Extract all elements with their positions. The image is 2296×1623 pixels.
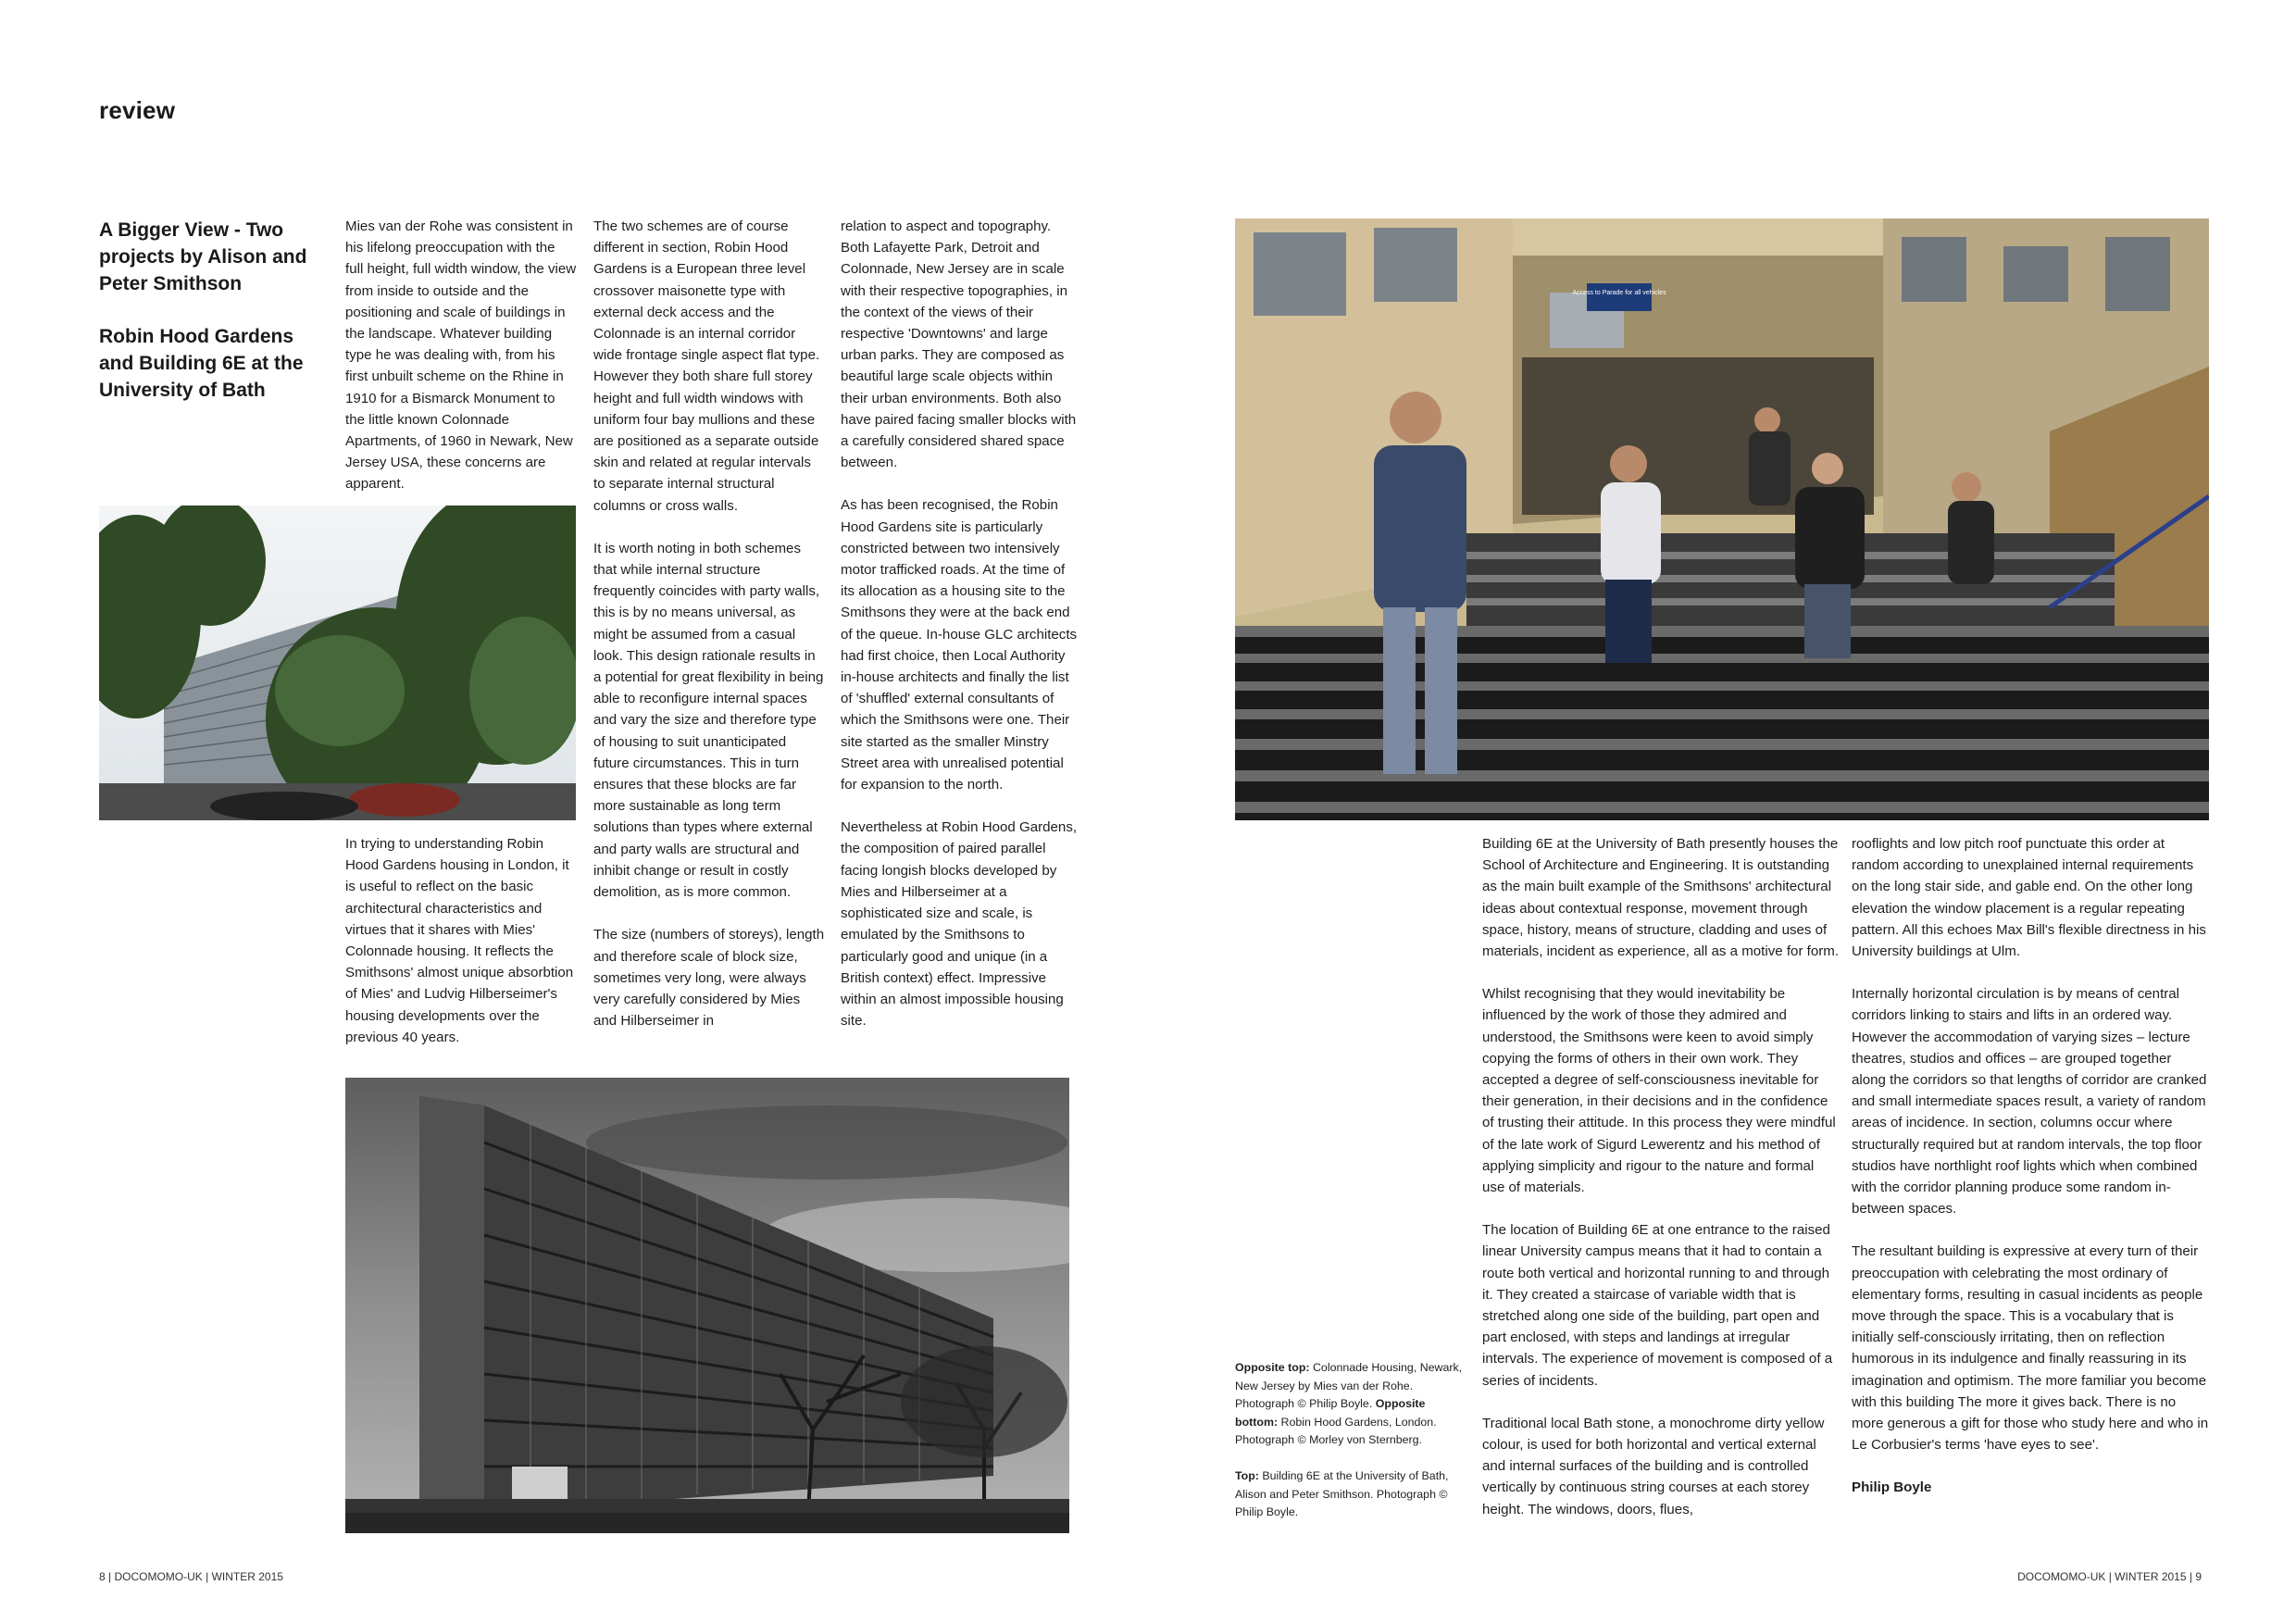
caption-opposite bbox=[1235, 1359, 1466, 1450]
paragraph: relation to aspect and topography. Both Lafayette Park, Detroit and Colonnade, New Jersey are in scale with their respective topographies, in the context of the views of their respective 'Downtowns' and large urban parks. They are composed as beautiful large scale objects within their urban environments. Both also have paired facing smaller blocks with a carefully considered shared space between. bbox=[841, 218, 1077, 471]
paragraph: The resultant building is expressive at every turn of their preoccupation with celebrating the most ordinary of elementary forms, resulting in casual incidents as people move through the space. This is a vocabulary that is initially self-consciously irritating, then on reflection humorous in its indulgence and finally reassuring in its imagination and optimism. The more familiar you become with this building The more it gives back. There is no more generous a gift for those who study here and who in Le Corbusier's terms 'have eyes to see'. bbox=[1852, 1243, 2209, 1454]
paragraph: Internally horizontal circulation is by means of central corridors linking to stairs and lifts in an ordered way. However the accommodation of varying sizes – lecture theatres, studios and offices – are grouped together along the corridors so that lengths of corridor are cranked and small intermediate spaces result, a variety of random areas of incidence. In section, columns occur where structurally required but at random intervals, the top floor studios have northlight roof lights which when combined with the corridor planning produce some random in-between spaces. bbox=[1852, 986, 2207, 1217]
right-page-footer: DOCOMOMO-UK | WINTER 2015 | 9 bbox=[2017, 1570, 2202, 1583]
caption-text: Robin Hood Gardens, London. Photograph © Morley von Sternberg. bbox=[1235, 1415, 1437, 1447]
paragraph: Nevertheless at Robin Hood Gardens, the composition of paired parallel facing longish blocks developed by Mies and Hilberseimer at a sophisticated size and scale, is emulated by the Smithsons to particularly good and unique (in a British context) effect. Impressive within an almost impossible housing site. bbox=[841, 819, 1078, 1030]
article-subtitle: Robin Hood Gardens and Building 6E at the University of Bath bbox=[99, 326, 304, 401]
caption-label: Opposite top: bbox=[1235, 1361, 1310, 1374]
sign-plate bbox=[1587, 283, 1652, 311]
sign-text: Access to Parade for all vehicles bbox=[1572, 290, 1666, 296]
paragraph: In trying to understanding Robin Hood Gardens housing in London, it is useful to reflect on the basic architectural characteristics and virtues that it shares with Mies' Colonnade housing. It reflects the Smithsons' almost unique absorbtion of Mies' and Ludvig Hilberseimer's housing developments over the previous 40 years. bbox=[345, 836, 574, 1045]
left-col1-bottom bbox=[345, 833, 577, 1048]
paragraph: The location of Building 6E at one entrance to the raised linear University campus means that it had to contain a route both vertical and horizontal running to and through it. They created a staircase of variable width that is stretched along one side of the building, part open and part enclosed, with steps and landings at irregular intervals. The experience of movement is composed of a series of incidents. bbox=[1482, 1222, 1833, 1389]
author-byline: Philip Boyle bbox=[1852, 1479, 1932, 1496]
caption-top bbox=[1235, 1467, 1466, 1522]
photo-captions bbox=[1235, 1359, 1466, 1540]
paragraph: Whilst recognising that they would inevitability be influenced by the work of those they admired and understood, the Smithsons were keen to avoid simply copying the forms of others in their own work. They accepted a degree of self-consciousness inevitable for their generation, in their decisions and in the confidence of trusting their attitude. In this process they were mindful of the late work of Sigurd Lewerentz and his method of applying simplicity and rigour to the nature and formal use of materials. bbox=[1482, 986, 1836, 1196]
caption-text: Colonnade Housing, Newark, New Jersey by Mies van der Rohe. Photograph © Philip Boyle. bbox=[1235, 1361, 1463, 1411]
paragraph: Building 6E at the University of Bath presently houses the School of Architecture and Engineering. It is outstanding as the main built example of the Smithsons' architectural ideas about contextual response, movement through space, history, means of structure, cladding and uses of materials, incident as experience, all as a motive for form. bbox=[1482, 836, 1840, 960]
paragraph: As has been recognised, the Robin Hood Gardens site is particularly constricted between two intensively motor trafficked roads. At the time of its allocation as a housing site to the Smithsons they were at the back end of the queue. In-house GLC architects had first choice, then Local Authority in-house architects and finally the list of 'shuffled' external consultants of which the Smithsons were one. Their site started as the smaller Minstry Street area with unrealised potential for expansion to the north. bbox=[841, 497, 1078, 793]
left-col3 bbox=[841, 216, 1078, 1031]
photo-colonnade-housing bbox=[99, 506, 576, 820]
paragraph: rooflights and low pitch roof punctuate this order at random according to unexplained internal requirements on the long stair side, and gable end. On the other long elevation the window placement is a regular repeating pattern. All this echoes Max Bill's flexible directness in his University buildings at Ulm. bbox=[1852, 836, 2206, 960]
paragraph: The size (numbers of storeys), length and therefore scale of block size, sometimes very long, were always very carefully considered by Mies and Hilberseimer in bbox=[593, 927, 825, 1030]
article-headline bbox=[99, 217, 321, 430]
paragraph: It is worth noting in both schemes that while internal structure frequently coincides with party walls, this is by no means universal, as might be assumed from a casual look. This design rationale results in a potential for great flexibility in being able to reconfigure internal spaces and vary the size and therefore type of housing to suit unanticipated future circumstances. This in turn ensures that these blocks are far more sustainable as long term solutions than types where external and party walls are structural and inhibit change or result in costly demolition, as is more common. bbox=[593, 540, 824, 901]
left-page-footer: 8 | DOCOMOMO-UK | WINTER 2015 bbox=[99, 1570, 283, 1583]
photo-building-6e bbox=[1235, 218, 2209, 820]
right-col2 bbox=[1852, 833, 2209, 1499]
article-title: A Bigger View - Two projects by Alison and Peter Smithson bbox=[99, 219, 307, 294]
caption-text: Building 6E at the University of Bath, Alison and Peter Smithson. Photograph © Philip Boyle. bbox=[1235, 1468, 1449, 1519]
left-col1-top bbox=[345, 216, 577, 495]
paragraph: The two schemes are of course different in section, Robin Hood Gardens is a European three level crossover maisonette type with external deck access and the Colonnade is an internal corridor wide frontage single aspect flat type. However they both share full storey height and full width windows with uniform four bay mullions and these are positioned as a separate outside skin and related at regular intervals to separate internal structural columns or cross walls. bbox=[593, 218, 820, 514]
paragraph: Traditional local Bath stone, a monochrome dirty yellow colour, is used for both horizontal and vertical external and internal surfaces of the building and is controlled vertically by continuous string courses at each storey height. The windows, doors, flues, bbox=[1482, 1415, 1825, 1517]
section-label: review bbox=[99, 96, 176, 124]
caption-label: Top: bbox=[1235, 1468, 1259, 1482]
paragraph: Mies van der Rohe was consistent in his lifelong preoccupation with the full height, full width window, the view from inside to outside and the positioning and scale of buildings in the landscape. Whatever building type he was dealing with, from his first unbuilt scheme on the Rhine in 1910 for a Bismarck Monument to the little known Colonnade Apartments, of 1960 in Newark, New Jersey USA, these concerns are apparent. bbox=[345, 218, 577, 493]
left-col2 bbox=[593, 216, 825, 1031]
photo-robin-hood-gardens bbox=[345, 1078, 1069, 1533]
right-col1 bbox=[1482, 833, 1840, 1520]
caption-label: Opposite bottom: bbox=[1235, 1397, 1426, 1429]
